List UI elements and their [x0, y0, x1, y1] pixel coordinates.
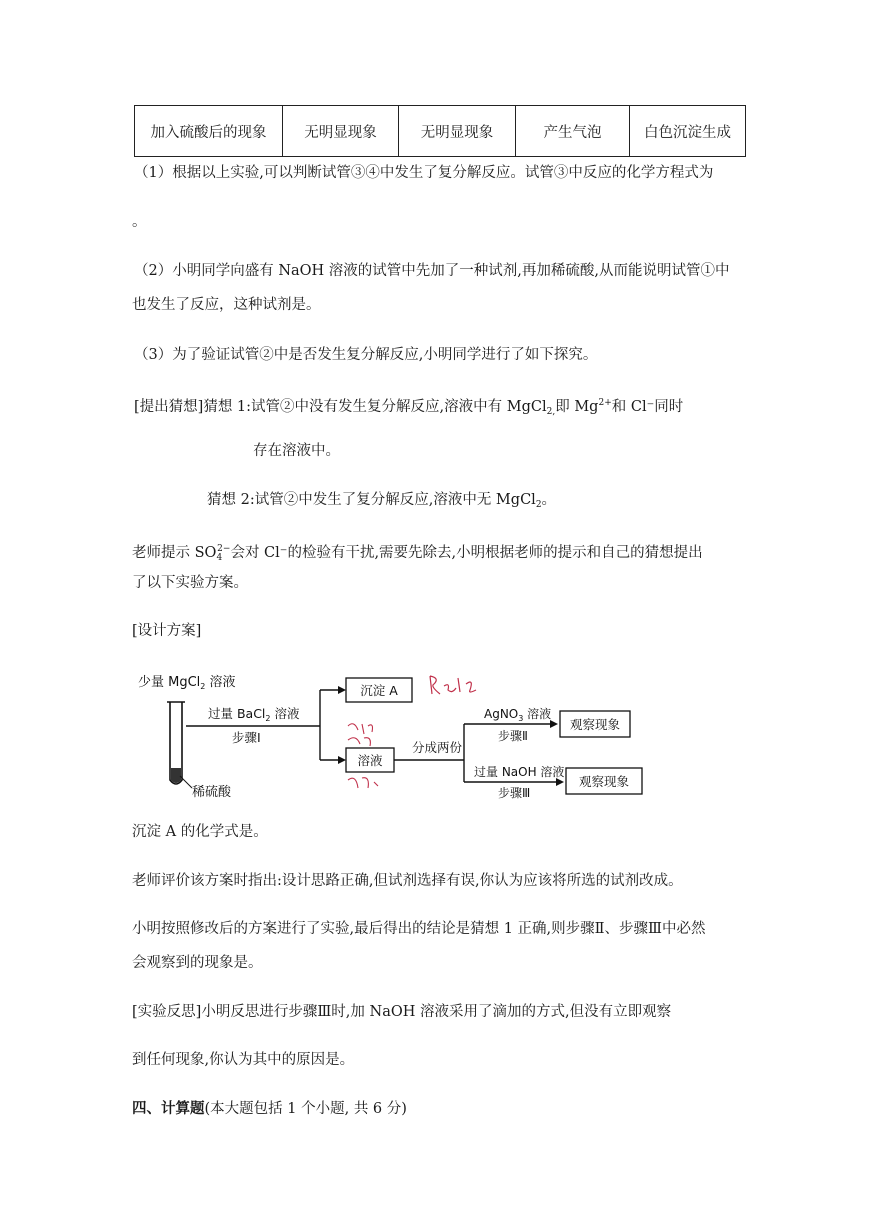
- result-line2: 会观察到的现象是。: [132, 955, 263, 971]
- guess-2: 猜想 2:试管②中发生了复分解反应,溶液中无 MgCl$_2$。: [207, 492, 557, 510]
- table-cell: 无明显现象: [399, 106, 516, 157]
- teacher-comment: 老师评价该方案时指出:设计思路正确,但试剂选择有误,你认为应该将所选的试剂改成。: [132, 873, 683, 889]
- result-line1: 小明按照修改后的方案进行了实验,最后得出的结论是猜想 1 正确,则步骤Ⅱ、步骤Ⅲ中必然: [132, 921, 706, 937]
- q1-line1: （1）根据以上实验,可以判断试管③④中发生了复分解反应。试管③中反应的化学方程式为: [134, 165, 714, 181]
- agno3-label: AgNO$_3$ 溶液: [484, 707, 552, 723]
- observe-label: 观察现象: [569, 717, 621, 732]
- table-row: [135, 106, 746, 157]
- precipitate-label: 沉淀 A: [360, 683, 398, 698]
- split-label: 分成两份: [412, 740, 463, 755]
- section-note: (本大题包括 1 个小题, 共 6 分): [204, 1101, 407, 1117]
- acid-label: 稀硫酸: [192, 785, 232, 800]
- handwritten-note: [430, 676, 476, 694]
- guess-1: [提出猜想]猜想 1:试管②中没有发生复分解反应,溶液中有 MgCl$_{2,}$即 $Mg^{2+}$和 Cl⁻同时: [134, 398, 684, 417]
- q2-line2: 也发生了反应，这种试剂是。: [132, 297, 321, 313]
- tube-label: 少量 MgCl$_2$ 溶液: [138, 675, 236, 691]
- naoh-label: 过量 NaOH 溶液: [474, 765, 565, 779]
- q1-line2: 。: [132, 214, 147, 230]
- experiment-flow-diagram: [134, 660, 654, 800]
- table-cell: 白色沉淀生成: [630, 106, 746, 157]
- table-cell: 无明显现象: [283, 106, 399, 157]
- reflection-line1: [实验反思]小明反思进行步骤Ⅲ时,加 NaOH 溶液采用了滴加的方式,但没有立即观察: [132, 1004, 672, 1020]
- teacher-hint: 老师提示 $SO_4^{2-}$会对 Cl⁻的检验有干扰,需要先除去,小明根据老师的提示和自己的猜想提出: [132, 544, 703, 563]
- observation-table: [134, 105, 746, 157]
- table-cell: 产生气泡: [516, 106, 630, 157]
- solution-label: 溶液: [357, 753, 383, 768]
- reagent-label: 过量 BaCl$_2$ 溶液: [208, 706, 300, 723]
- guess-1-continued: 存在溶液中。: [253, 443, 340, 459]
- design-heading: [设计方案]: [132, 623, 202, 639]
- step2-label: 步骤Ⅱ: [498, 729, 528, 743]
- q3-intro: （3）为了验证试管②中是否发生复分解反应,小明同学进行了如下探究。: [134, 347, 598, 363]
- step1-label: 步骤Ⅰ: [232, 730, 261, 745]
- observe-label: 观察现象: [578, 774, 630, 789]
- test-tube-icon: [167, 702, 192, 788]
- teacher-hint-line2: 了以下实验方案。: [132, 575, 248, 591]
- step3-label: 步骤Ⅲ: [498, 786, 531, 800]
- reflection-line2: 到任何现象,你认为其中的原因是。: [132, 1052, 355, 1068]
- q2-line1: （2）小明同学向盛有 NaOH 溶液的试管中先加了一种试剂,再加稀硫酸,从而能说明试管①中: [134, 263, 730, 279]
- precipitate-question: 沉淀 A 的化学式是。: [132, 824, 268, 840]
- table-header-cell: 加入硫酸后的现象: [135, 106, 283, 157]
- section-title: 四、计算题: [132, 1100, 205, 1117]
- section-heading: [132, 1099, 407, 1119]
